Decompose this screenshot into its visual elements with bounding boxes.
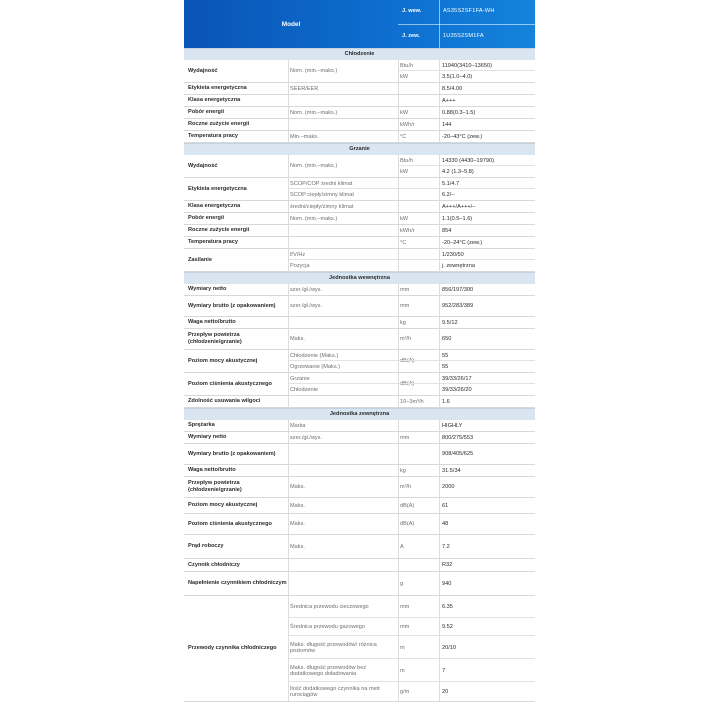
spec-label: Czynnik chłodniczy xyxy=(188,561,240,568)
spec-label: Wymiary netto xyxy=(188,286,227,293)
column-divider xyxy=(288,201,289,212)
indoor-unit-label: J. wew. xyxy=(402,8,422,14)
column-divider xyxy=(439,178,440,200)
column-divider xyxy=(398,178,399,200)
spec-value: 39/33/26/17 xyxy=(442,375,472,382)
spec-condition xyxy=(290,444,398,464)
column-divider xyxy=(439,60,440,82)
spec-row xyxy=(184,296,535,317)
spec-condition: Chłodzenie (Maks.) xyxy=(290,352,339,359)
column-divider xyxy=(398,477,399,497)
column-divider xyxy=(439,213,440,224)
spec-value: 20 xyxy=(442,688,449,695)
spec-condition xyxy=(290,396,398,407)
spec-condition: SCOP ciepły/zimny klimat xyxy=(290,191,354,198)
spec-value: 6.2/– xyxy=(442,191,455,198)
spec-condition: Chłodzenie xyxy=(290,386,318,393)
spec-label: Roczne zużycie energii xyxy=(188,227,250,234)
outdoor-unit-model: 1U35S2SM1FA xyxy=(443,33,484,39)
spec-value: 31.5/34 xyxy=(442,467,461,474)
spec-label: Poziom mocy akustycznej xyxy=(188,502,258,509)
spec-row xyxy=(184,60,535,83)
spec-value: 940 xyxy=(442,580,452,587)
column-divider xyxy=(398,535,399,558)
spec-row xyxy=(184,95,535,107)
spec-value: 8.5/4.00 xyxy=(442,85,463,92)
spec-row xyxy=(184,514,535,535)
spec-condition: Maks. długość przewodów bez dodatkowego doładowania xyxy=(290,664,367,677)
column-divider xyxy=(439,107,440,118)
spec-row xyxy=(184,535,535,559)
spec-unit: g/m xyxy=(400,688,410,695)
spec-condition: Maks. xyxy=(290,543,305,550)
spec-unit xyxy=(400,559,436,571)
spec-label: Wymiary brutto (z opakowaniem) xyxy=(188,450,276,457)
column-divider xyxy=(398,444,399,464)
spec-value: 6.35 xyxy=(442,604,453,610)
spec-condition: Średnica przewodu cieczowego xyxy=(290,604,369,610)
column-divider xyxy=(439,225,440,236)
spec-condition: średni/ciepły/zimny klimat xyxy=(290,203,354,210)
spec-row xyxy=(184,572,535,596)
spec-label: Temperatura pracy xyxy=(188,239,238,246)
spec-condition xyxy=(290,465,398,476)
column-divider xyxy=(439,420,440,431)
spec-condition: Maks. xyxy=(290,484,305,490)
column-divider xyxy=(288,350,289,372)
column-divider xyxy=(439,444,440,464)
indoor-unit-row xyxy=(398,0,535,24)
spec-row xyxy=(184,284,535,296)
spec-unit: kWh/r xyxy=(400,227,415,234)
spec-row xyxy=(184,119,535,131)
spec-unit: m xyxy=(400,667,405,674)
column-divider xyxy=(288,329,289,349)
column-divider xyxy=(288,373,289,395)
column-divider xyxy=(288,559,289,571)
table-header xyxy=(184,0,535,48)
spec-row xyxy=(184,213,535,225)
spec-row xyxy=(184,237,535,249)
spec-row xyxy=(184,83,535,95)
spec-label: Przewody czynnika chłodniczego xyxy=(188,645,277,652)
spec-label: Zdolność usuwania wilgoci xyxy=(188,398,261,405)
column-divider xyxy=(288,60,289,82)
column-divider xyxy=(398,95,399,106)
section-title: Chłodzenie xyxy=(184,48,535,60)
spec-value: 48 xyxy=(442,521,449,527)
column-divider xyxy=(288,119,289,130)
spec-label: Waga netto/brutto xyxy=(188,319,236,326)
spec-condition: SEER/EER xyxy=(290,85,319,92)
spec-label: Prąd roboczy xyxy=(188,543,224,550)
outdoor-unit-row xyxy=(398,24,535,49)
spec-row xyxy=(184,225,535,237)
spec-value: -20–24°C (zew.) xyxy=(442,239,483,246)
spec-value: 7 xyxy=(442,667,446,674)
spec-row xyxy=(184,444,535,465)
column-divider xyxy=(439,477,440,497)
spec-condition xyxy=(290,572,398,595)
spec-value: 854 xyxy=(442,227,452,234)
column-divider xyxy=(398,329,399,349)
spec-value: 0.88(0.3–1.5) xyxy=(442,109,476,116)
column-divider xyxy=(398,296,399,316)
spec-condition: Średnica przewodu gazowego xyxy=(290,624,365,630)
column-divider xyxy=(398,131,399,142)
column-divider xyxy=(398,119,399,130)
column-divider xyxy=(288,131,289,142)
spec-condition: Maks. xyxy=(290,521,305,527)
spec-condition: Ilość dodatkowego czynnika na metr rurociągów xyxy=(290,685,381,698)
spec-row xyxy=(184,396,535,408)
spec-sections xyxy=(184,48,535,702)
column-divider xyxy=(439,432,440,443)
column-divider xyxy=(439,572,440,595)
column-divider xyxy=(439,296,440,316)
spec-condition: Maks. xyxy=(290,502,305,509)
column-divider xyxy=(288,477,289,497)
column-divider xyxy=(439,329,440,349)
column-divider xyxy=(288,296,289,316)
column-divider xyxy=(398,83,399,94)
column-divider xyxy=(398,420,399,431)
spec-condition: Marka xyxy=(290,422,306,429)
spec-value: 800/275/553 xyxy=(442,434,474,441)
section-title: Grzanie xyxy=(184,143,535,155)
spec-label: Sprężarka xyxy=(188,422,215,429)
spec-value: j. zewnętrzna xyxy=(442,262,475,269)
spec-unit: kW xyxy=(400,73,409,80)
column-divider xyxy=(398,107,399,118)
column-divider xyxy=(439,514,440,534)
column-divider xyxy=(439,131,440,142)
spec-value: 20/10 xyxy=(442,644,456,651)
spec-unit: mm xyxy=(400,286,410,293)
spec-unit: kW xyxy=(400,109,409,116)
spec-row xyxy=(184,201,535,213)
column-divider xyxy=(398,60,399,82)
column-divider xyxy=(398,572,399,595)
spec-condition: Pozycja xyxy=(290,262,310,269)
spec-condition: SCOP/COP średni klimat xyxy=(290,180,353,187)
column-divider xyxy=(439,119,440,130)
column-divider xyxy=(288,225,289,236)
column-divider xyxy=(288,317,289,328)
column-divider xyxy=(288,155,289,177)
spec-condition xyxy=(290,119,398,130)
header-divider xyxy=(439,0,440,48)
column-divider xyxy=(288,535,289,558)
spec-value: 908/405/625 xyxy=(442,451,474,457)
spec-unit: m³/h xyxy=(400,336,412,342)
spec-value: 5.1/4.7 xyxy=(442,180,460,187)
spec-row xyxy=(184,249,535,272)
column-divider xyxy=(439,83,440,94)
column-divider xyxy=(439,249,440,271)
column-divider xyxy=(398,213,399,224)
spec-value: A+++ xyxy=(442,97,456,104)
spec-label: Przepływ powietrza (chłodzenie/grzanie) xyxy=(188,332,242,345)
spec-value: HIGHLY xyxy=(442,422,463,429)
column-divider xyxy=(288,465,289,476)
spec-value: 856/197/300 xyxy=(442,286,474,293)
spec-condition: Nom. (min.–maks.) xyxy=(290,163,338,169)
spec-value: 55 xyxy=(442,363,449,370)
column-divider xyxy=(439,373,440,395)
column-divider xyxy=(398,396,399,407)
spec-unit xyxy=(400,95,436,106)
section-title: Jednostka wewnętrzna xyxy=(184,272,535,284)
spec-row xyxy=(184,131,535,143)
spec-unit: kWh/r xyxy=(400,121,415,128)
spec-label: Etykieta energetyczna xyxy=(188,85,247,92)
spec-condition: f/V/Hz xyxy=(290,251,306,258)
spec-label: Wydajność xyxy=(188,67,218,74)
column-divider xyxy=(439,284,440,295)
spec-row xyxy=(184,420,535,432)
spec-label: Poziom ciśnienia akustycznego xyxy=(188,520,272,527)
spec-condition: Ogrzewanie (Maks.) xyxy=(290,363,341,370)
spec-unit: Btu/h xyxy=(400,62,414,69)
spec-label: Zasilanie xyxy=(188,256,212,263)
spec-value: 4.2 (1.3–5.8) xyxy=(442,168,474,175)
column-divider xyxy=(398,225,399,236)
column-divider xyxy=(439,317,440,328)
spec-value: 9.52 xyxy=(442,624,453,630)
column-divider xyxy=(288,95,289,106)
column-divider xyxy=(288,444,289,464)
column-divider xyxy=(398,465,399,476)
spec-unit: kW xyxy=(400,168,409,175)
spec-value: A+++/A+++/– xyxy=(442,203,476,210)
spec-value: 7.2 xyxy=(442,543,450,550)
spec-condition xyxy=(290,237,398,248)
column-divider xyxy=(288,237,289,248)
column-divider xyxy=(288,596,289,701)
column-divider xyxy=(398,596,399,701)
spec-value: 1/230/50 xyxy=(442,251,464,258)
spec-label: Napełnienie czynnikiem chłodniczym xyxy=(188,580,287,587)
column-divider xyxy=(398,237,399,248)
spec-condition: Nom. (min.–maks.) xyxy=(290,109,338,116)
column-divider xyxy=(439,465,440,476)
spec-value: 61 xyxy=(442,502,449,509)
spec-value: -20–43°C (zew.) xyxy=(442,133,483,140)
column-divider xyxy=(288,249,289,271)
spec-table xyxy=(184,0,535,702)
spec-unit: Btu/h xyxy=(400,157,414,164)
column-divider xyxy=(398,317,399,328)
spec-label: Klasa energetyczna xyxy=(188,97,241,104)
spec-unit: mm xyxy=(400,303,410,309)
spec-unit: 10–3m³/h xyxy=(400,398,424,405)
spec-row xyxy=(184,465,535,477)
spec-row xyxy=(184,559,535,572)
spec-row xyxy=(184,350,535,373)
spec-unit: °C xyxy=(400,239,407,246)
spec-value: 2000 xyxy=(442,484,455,490)
spec-unit: kg xyxy=(400,467,406,474)
column-divider xyxy=(439,498,440,513)
spec-condition: szer./gł./wys. xyxy=(290,434,323,441)
spec-condition: Maks. długość przewodów/ różnica poziomów xyxy=(290,641,377,654)
spec-condition xyxy=(290,317,398,328)
column-divider xyxy=(288,213,289,224)
column-divider xyxy=(288,107,289,118)
spec-unit: °C xyxy=(400,133,407,140)
spec-value: 1.1(0.5–1.6) xyxy=(442,215,473,222)
column-divider xyxy=(439,95,440,106)
spec-label: Pobór energii xyxy=(188,215,225,222)
spec-unit: m³/h xyxy=(400,484,412,490)
spec-value: 650 xyxy=(442,336,452,342)
column-divider xyxy=(398,514,399,534)
spec-row xyxy=(184,155,535,178)
spec-label: Waga netto/brutto xyxy=(188,467,236,474)
column-divider xyxy=(398,284,399,295)
spec-label: Pobór energii xyxy=(188,109,225,116)
spec-unit: kW xyxy=(400,215,409,222)
spec-condition: Min.–maks. xyxy=(290,133,319,140)
column-divider xyxy=(288,83,289,94)
column-divider xyxy=(288,498,289,513)
spec-condition xyxy=(290,559,398,571)
column-divider xyxy=(398,498,399,513)
column-divider xyxy=(398,350,399,372)
column-divider xyxy=(398,432,399,443)
spec-unit: kg xyxy=(400,319,406,326)
spec-unit: g xyxy=(400,580,404,587)
spec-unit: dB(A) xyxy=(400,381,415,387)
spec-condition: Maks. xyxy=(290,336,305,342)
spec-row xyxy=(184,432,535,444)
spec-condition xyxy=(290,95,398,106)
column-divider xyxy=(288,572,289,595)
spec-unit: dB(A) xyxy=(400,502,415,509)
spec-unit: mm xyxy=(400,434,410,441)
spec-unit: dB(A) xyxy=(400,358,415,364)
column-divider xyxy=(439,559,440,571)
column-divider xyxy=(288,284,289,295)
column-divider xyxy=(439,155,440,177)
spec-unit xyxy=(400,83,436,94)
spec-condition: Nom. (min.–maks.) xyxy=(290,215,338,222)
spec-label: Klasa energetyczna xyxy=(188,203,241,210)
indoor-unit-model: AS35S2SF1FA-WH xyxy=(443,8,495,14)
spec-row xyxy=(184,317,535,329)
spec-value: 1.6 xyxy=(442,398,450,405)
column-divider xyxy=(398,201,399,212)
spec-condition: Nom. (min.–maks.) xyxy=(290,68,338,74)
column-divider xyxy=(398,559,399,571)
spec-value: 3.5(1.0–4.0) xyxy=(442,73,473,80)
spec-label: Wymiary brutto (z opakowaniem) xyxy=(188,302,276,309)
spec-value: 9.5/12 xyxy=(442,319,458,326)
column-divider xyxy=(288,420,289,431)
column-divider xyxy=(439,396,440,407)
spec-unit: m xyxy=(400,644,405,651)
spec-unit: dB(A) xyxy=(400,521,415,527)
column-divider xyxy=(439,237,440,248)
column-divider xyxy=(439,596,440,701)
column-divider xyxy=(288,514,289,534)
spec-value: 11940(3410–13650) xyxy=(442,62,492,69)
spec-value: 39/33/26/20 xyxy=(442,386,472,393)
spec-condition xyxy=(290,225,398,236)
spec-unit: mm xyxy=(400,604,410,610)
spec-value: 144 xyxy=(442,121,452,128)
column-divider xyxy=(439,535,440,558)
spec-label: Etykieta energetyczna xyxy=(188,185,247,192)
spec-label: Roczne zużycie energii xyxy=(188,121,250,128)
spec-row xyxy=(184,107,535,119)
spec-label: Wydajność xyxy=(188,162,218,169)
column-divider xyxy=(398,249,399,271)
column-divider xyxy=(439,201,440,212)
spec-row xyxy=(184,498,535,514)
spec-unit xyxy=(400,444,436,464)
spec-label: Temperatura pracy xyxy=(188,133,238,140)
spec-value: 14330 (4430–19790) xyxy=(442,157,494,164)
model-label: Model xyxy=(281,20,301,28)
spec-condition: szer./gł./wys. xyxy=(290,303,323,309)
spec-row xyxy=(184,596,535,702)
spec-condition: szer./gł./wys. xyxy=(290,286,323,293)
spec-row xyxy=(184,477,535,498)
column-divider xyxy=(398,155,399,177)
spec-value: 952/283/389 xyxy=(442,303,474,309)
spec-label: Przepływ powietrza (chłodzenie/grzanie) xyxy=(188,480,242,493)
spec-unit xyxy=(400,420,436,431)
spec-row xyxy=(184,178,535,201)
spec-value: 55 xyxy=(442,352,449,359)
spec-label: Poziom ciśnienia akustycznego xyxy=(188,380,272,387)
spec-unit xyxy=(400,201,436,212)
spec-condition: Grzanie xyxy=(290,375,310,382)
spec-label: Poziom mocy akustycznej xyxy=(188,357,258,364)
spec-row xyxy=(184,373,535,396)
column-divider xyxy=(398,373,399,395)
column-divider xyxy=(288,178,289,200)
spec-value: R32 xyxy=(442,562,453,568)
spec-unit: A xyxy=(400,543,404,550)
outdoor-unit-label: J. zew. xyxy=(402,33,420,39)
spec-row xyxy=(184,329,535,350)
spec-unit: mm xyxy=(400,624,410,630)
column-divider xyxy=(288,432,289,443)
column-divider xyxy=(439,350,440,372)
section-title: Jednostka zewnętrzna xyxy=(184,408,535,420)
spec-label: Wymiary netto xyxy=(188,434,227,441)
column-divider xyxy=(288,396,289,407)
